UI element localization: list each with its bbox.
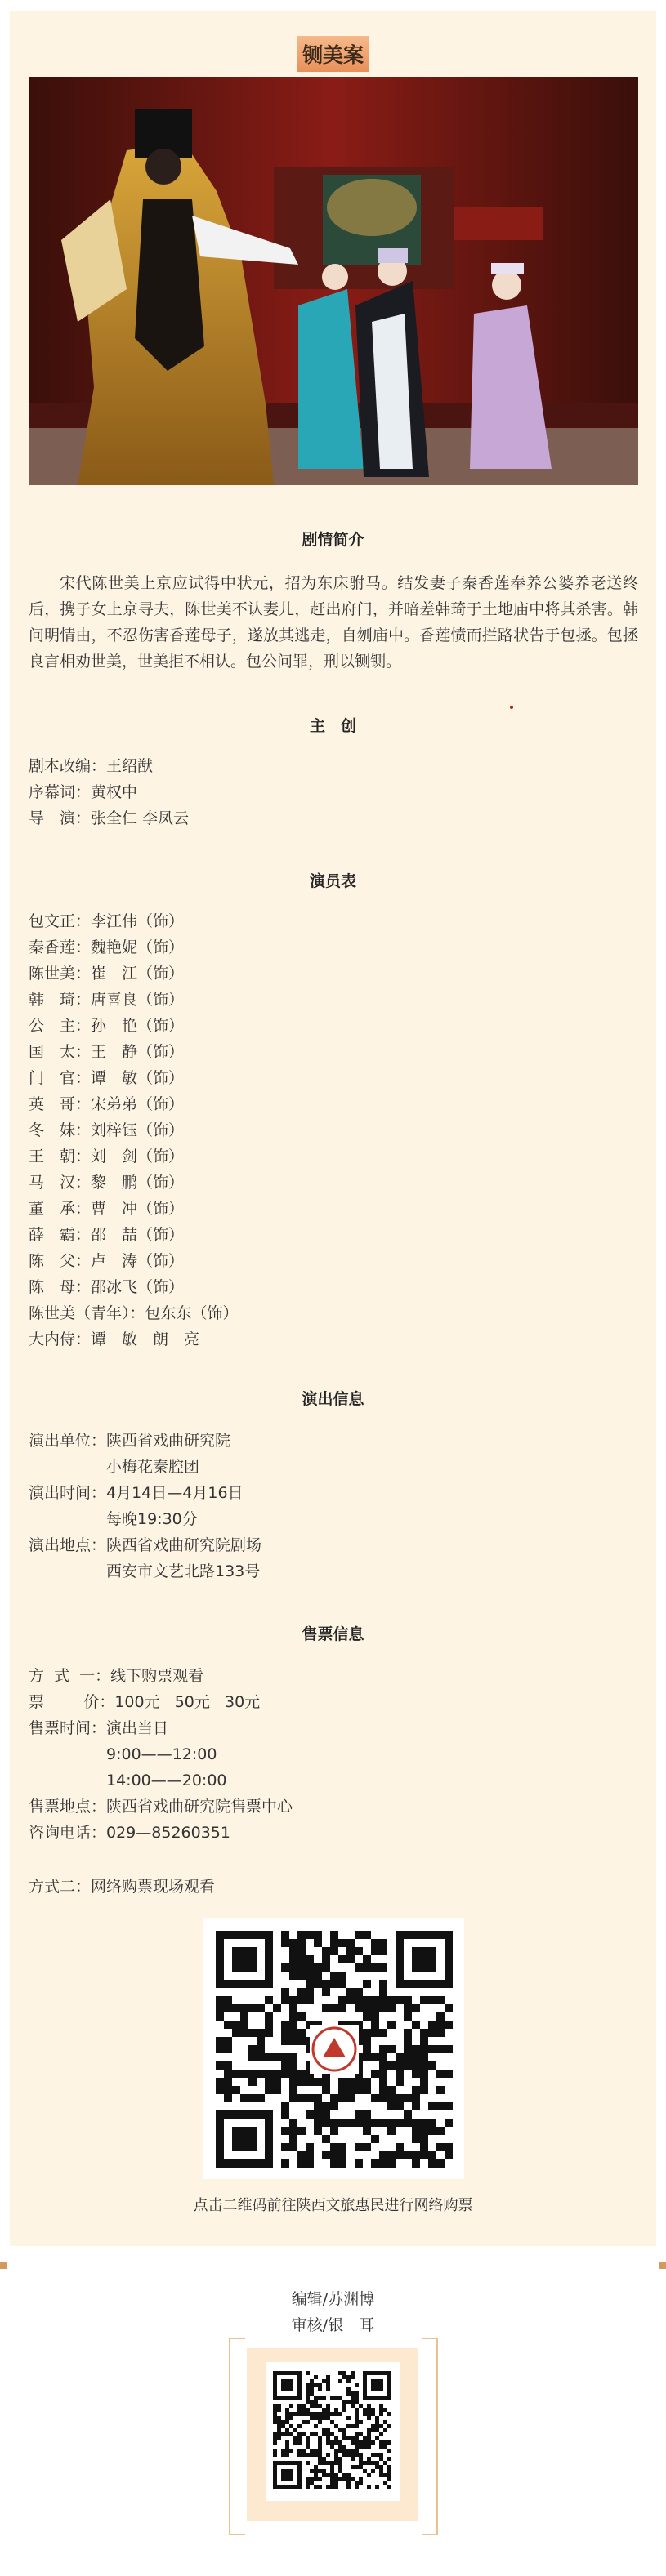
divider-mark-right bbox=[659, 2262, 666, 2269]
ticket-line: 14:00——20:00 bbox=[29, 1772, 227, 1789]
synopsis-text: 宋代陈世美上京应试得中状元，招为东床驸马。结发妻子秦香莲奉养公婆养老送终后，携子女上京寻夫，陈世美不认妻儿，赶出府门，并暗差韩琦于土地庙中将其杀害。韩问明情由，不忍伤害香莲母子，遂放其逃走，自刎庙中。香莲愤而拦路状告于包拯。包拯良言相劝世美，世美拒不相认。包公问罪，刑以铡铡。 bbox=[29, 574, 638, 671]
performance-list bbox=[29, 1428, 638, 1584]
cast-line: 陈世美（青年）：包东东（饰） bbox=[29, 1304, 239, 1322]
follow-qr-graphic bbox=[266, 2362, 400, 2501]
cast-line: 陈 母：邵冰飞（饰） bbox=[29, 1278, 185, 1296]
reviewer-credit: 审核/银 耳 bbox=[291, 2316, 375, 2334]
performance-line: 演出单位：陕西省戏曲研究院 bbox=[29, 1432, 231, 1450]
performance-line: 每晚19:30分 bbox=[29, 1510, 198, 1528]
online-ticket bbox=[29, 1874, 638, 1900]
divider-mark-left bbox=[0, 2262, 7, 2269]
tickets-heading: 售票信息 bbox=[302, 1625, 364, 1643]
creators-heading: 主 创 bbox=[309, 717, 356, 735]
cast-line: 国 太：王 静（饰） bbox=[29, 1043, 185, 1061]
cast-line: 英 哥：宋弟弟（饰） bbox=[29, 1095, 185, 1113]
creators-list bbox=[29, 753, 638, 831]
cast-line: 公 主：孙 艳（饰） bbox=[29, 1017, 185, 1035]
cast-line: 董 承：曹 冲（饰） bbox=[29, 1200, 185, 1218]
ticket-line: 售票地点：陕西省戏曲研究院售票中心 bbox=[29, 1798, 293, 1816]
synopsis-heading: 剧情简介 bbox=[302, 531, 364, 549]
cast-line: 冬 妹：刘梓钰（饰） bbox=[29, 1121, 185, 1139]
ticket-line: 售票时间：演出当日 bbox=[29, 1719, 169, 1737]
cast-line: 薛 霸：邵 喆（饰） bbox=[29, 1226, 185, 1244]
stage-photo[interactable] bbox=[29, 77, 638, 485]
red-dot-mark bbox=[510, 706, 513, 709]
ticket-line: 9:00——12:00 bbox=[29, 1745, 217, 1763]
ticket-line: 咨询电话：029—85260351 bbox=[29, 1824, 230, 1842]
performance-line: 西安市文艺北路133号 bbox=[29, 1562, 261, 1580]
cast-heading: 演员表 bbox=[309, 872, 356, 890]
cast-line: 王 朝：刘 剑（饰） bbox=[29, 1148, 185, 1165]
cast-line: 秦香莲：魏艳妮（饰） bbox=[29, 938, 185, 956]
ticket-line: 票 价：100元 50元 30元 bbox=[29, 1693, 261, 1711]
cast-line: 大内侍：谭 敏 朗 亮 bbox=[29, 1330, 200, 1348]
follow-qr-code[interactable] bbox=[266, 2362, 400, 2501]
cast-line: 陈世美：崔 江（饰） bbox=[29, 965, 185, 983]
performance-line: 演出地点：陕西省戏曲研究院剧场 bbox=[29, 1536, 262, 1554]
ticket-qr-code[interactable] bbox=[203, 1918, 464, 2179]
qr-frame-right bbox=[422, 2338, 438, 2535]
cast-line: 韩 琦：唐喜良（饰） bbox=[29, 991, 185, 1009]
ticket-line: 方 式 一：线下购票观看 bbox=[29, 1667, 204, 1685]
creator-line: 剧本改编：王绍猷 bbox=[29, 757, 154, 775]
online-ticket-line: 方式二：网络购票现场观看 bbox=[29, 1878, 216, 1896]
creator-line: 序幕词：黄权中 bbox=[29, 783, 138, 801]
page-title: 铡美案 bbox=[297, 36, 369, 72]
tickets-list bbox=[29, 1663, 638, 1846]
performance-heading: 演出信息 bbox=[302, 1390, 364, 1408]
qr-code-graphic bbox=[203, 1918, 464, 2179]
performance-line: 演出时间：4月14日—4月16日 bbox=[29, 1484, 244, 1502]
cast-line: 包文正：李江伟（饰） bbox=[29, 912, 185, 930]
article-card bbox=[10, 11, 656, 2246]
creator-line: 导 演：张全仁 李凤云 bbox=[29, 809, 190, 827]
cast-list bbox=[29, 908, 638, 1353]
qr-frame-left bbox=[229, 2338, 245, 2535]
qr-caption: 点击二维码前往陕西文旅惠民进行网络购票 bbox=[193, 2197, 473, 2214]
cast-line: 门 官：谭 敏（饰） bbox=[29, 1069, 185, 1087]
cast-line: 陈 父：卢 涛（饰） bbox=[29, 1252, 185, 1270]
cast-line: 马 汉：黎 鹏（饰） bbox=[29, 1174, 185, 1192]
stage-photo-illustration bbox=[29, 77, 638, 485]
performance-line: 小梅花秦腔团 bbox=[29, 1458, 200, 1476]
title-bar bbox=[10, 36, 656, 72]
editor-credit: 编辑/苏渊博 bbox=[291, 2290, 375, 2308]
